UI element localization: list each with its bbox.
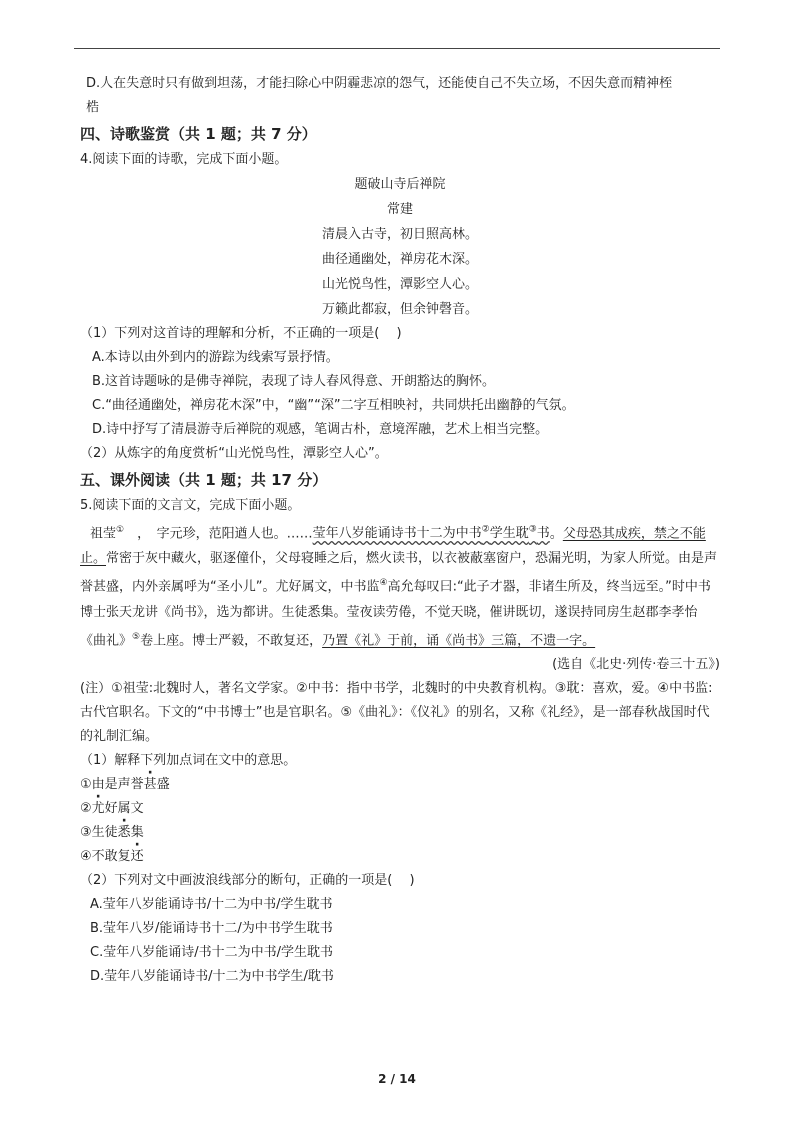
- wavy-underlined-text: [313, 526, 550, 541]
- item-text: 集: [130, 824, 144, 840]
- passage-text: 卷上座。博士严毅，不敢复还，: [140, 632, 323, 648]
- section-4-title: 四、诗歌鉴赏（共 1 题；共 7 分）: [80, 125, 317, 143]
- page-content: [80, 72, 720, 989]
- q4-option-c: C.“曲径通幽处，禅房花木深”中，“幽”“深”二字互相映衬，共同烘托出幽静的气氛。: [92, 398, 575, 413]
- item-number: ①: [80, 776, 92, 792]
- item-text: 盛: [156, 776, 170, 792]
- vocab-item: [80, 845, 720, 869]
- poem-line: 清晨入古寺，初日照高林。: [321, 227, 478, 242]
- passage-source: (选自《北史·列传·卷三十五》): [552, 656, 720, 672]
- item-number: ④: [80, 848, 92, 864]
- dotted-word: 悉: [117, 824, 131, 840]
- question-5-intro: 5.阅读下面的文言文，完成下面小题。: [80, 498, 301, 513]
- footnote-ref: ③: [528, 525, 537, 535]
- q4-option-a: A.本诗以由外到内的游踪为线索写景抒情。: [92, 350, 339, 365]
- vocab-item: [80, 797, 720, 821]
- q4-option-d: D.诗中抒写了清晨游寺后禅院的观感，笔调古朴，意境浑融，艺术上相当完整。: [92, 422, 549, 437]
- underlined-sentence: 乃置《礼》于前，诵《尚书》三篇，不遗一字。: [322, 632, 596, 648]
- footnote-ref: ②: [481, 525, 490, 535]
- dotted-word: 尤: [91, 800, 105, 816]
- passage-text: 书: [536, 526, 550, 542]
- q4-option-b: B.这首诗题咏的是佛寺禅院，表现了诗人春风得意、开朗豁达的胸怀。: [92, 374, 496, 389]
- item-number: ②: [80, 800, 92, 816]
- passage-text: ， 字元珍，范阳遒人也。……: [124, 526, 313, 542]
- passage-text: 莹年八岁能诵诗书十二为中书: [312, 526, 482, 542]
- q5-option-b: B.莹年八岁/能诵诗书十二/为中书学生耽书: [90, 920, 333, 936]
- q5-option-a: A.莹年八岁能诵诗书/十二为中书/学生耽书: [90, 896, 333, 912]
- item-text: 好属文: [104, 800, 144, 816]
- footnote-ref: ④: [379, 578, 388, 589]
- q5-option-d: D.莹年八岁能诵诗书/十二为中书学生/耽书: [90, 968, 334, 984]
- q4-sub1-stem: （1）下列对这首诗的理解和分析，不正确的一项是( ): [80, 326, 402, 341]
- poem-line: 万籁此都寂，但余钟磬音。: [321, 302, 478, 317]
- q5-sub1-stem: （1）解释下列加点词在文中的意思。: [80, 752, 297, 768]
- poem-line: 曲径通幽处，禅房花木深。: [321, 252, 478, 267]
- vocab-item: [80, 821, 720, 845]
- dotted-word: 甚: [143, 776, 157, 792]
- page-number: 2 / 14: [378, 1072, 416, 1086]
- footnote-ref: ⑤: [132, 631, 141, 642]
- passage-text: 常密于灰中藏火，驱逐僮仆，父母寝睡之后，燃火读书，以衣被蔽塞窗户，恐漏光明，为家人所觉。由是声誉甚盛，内外亲属呼为“圣小儿”。尤好属文，中书监: [80, 551, 718, 595]
- section-5-title: 五、课外阅读（共 1 题；共 17 分）: [80, 471, 328, 489]
- passage-text: 高允每叹曰:“此子才器，非诸生所及，终当远至。”时中书博士张天龙讲《尚书》，选为都讲。生徒悉集。莹夜读劳倦，不觉天晓，催讲既切，遂误持同房生赵郡李孝怡《曲礼》: [80, 579, 711, 648]
- passage-text: 祖莹: [90, 526, 117, 542]
- q3-option-d-continued: 梏: [86, 100, 100, 115]
- q5-option-c: C.莹年八岁能诵诗/书十二为中书/学生耽书: [90, 944, 333, 960]
- vocab-item: [80, 773, 720, 797]
- footnote-ref: ①: [116, 525, 125, 535]
- poem-line: 山光悦鸟性，潭影空人心。: [321, 277, 478, 292]
- item-text: 不敢复: [91, 848, 131, 864]
- q3-option-d: D.人在失意时只有做到坦荡，才能扫除心中阴霾悲凉的怨气，还能使自己不失立场，不因失意而精神桎: [86, 76, 673, 91]
- passage-text: 。: [549, 526, 563, 542]
- dotted-word: 还: [130, 848, 144, 864]
- item-text: 由是声誉: [91, 776, 144, 792]
- passage-text: 学生耽: [489, 526, 529, 542]
- item-number: ③: [80, 824, 92, 840]
- underlined-sentence: 父母恐其成疾，禁之不能止。: [80, 526, 706, 567]
- item-text: 生徒: [91, 824, 118, 840]
- classical-passage: [80, 518, 720, 653]
- q5-sub2-stem: （2）下列对文中画波浪线部分的断句，正确的一项是( ): [80, 872, 415, 888]
- annotation-notes: (注）①祖莹:北魏时人，著名文学家。②中书：指中书学，北魏时的中央教育机构。③耽：喜欢，爱。④中书监:古代官职名。下文的“中书博士”也是官职名。⑤《曲礼》：《仪礼》的别名，又称《礼经》，是一部春秋战国时代的礼制汇编。: [80, 680, 713, 744]
- question-4-intro: 4.阅读下面的诗歌，完成下面小题。: [80, 152, 288, 167]
- poem-title: 题破山寺后禅院: [354, 177, 446, 192]
- poem-author: 常建: [386, 202, 413, 217]
- header-rule: [74, 48, 720, 49]
- q4-sub2-stem: （2）从炼字的角度赏析“山光悦鸟性，潭影空人心”。: [80, 446, 388, 461]
